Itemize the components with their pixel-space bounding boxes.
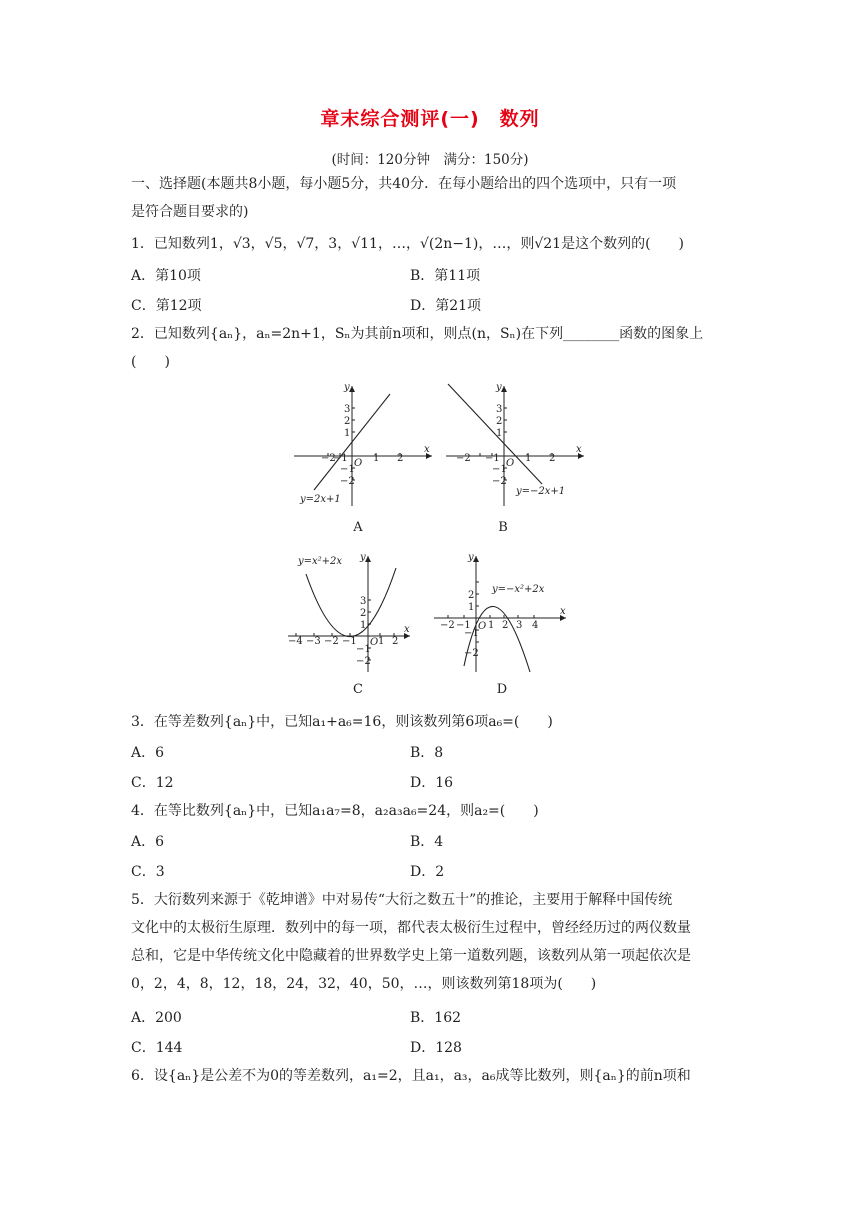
graph-a-caption: A xyxy=(353,520,363,535)
tick-label: −4 xyxy=(288,636,303,647)
q1-option-a: A．第10项 xyxy=(131,268,201,284)
graph-b-equation: y=−2x+1 xyxy=(516,486,566,497)
q5-stem-line1: 5．大衍数列来源于《乾坤谱》中对易传“大衍之数五十”的推论，主要用于解释中国传统 xyxy=(131,892,673,908)
q5-option-c: C．144 xyxy=(131,1040,183,1056)
tick-label: 3 xyxy=(496,404,503,415)
tick-label: 2 xyxy=(468,590,475,601)
tick-label: −2 xyxy=(324,636,339,647)
y-axis-label: y xyxy=(360,552,366,563)
x-axis-label: x xyxy=(560,606,566,617)
origin-label: O xyxy=(354,458,363,469)
tick-label: −2 xyxy=(321,453,336,464)
y-axis-label: y xyxy=(468,552,474,563)
q3-stem: 3．在等差数列{aₙ}中，已知a₁+a₆=16，则该数列第6项a₆=( ) xyxy=(131,714,553,730)
tick-label: −1 xyxy=(333,453,348,464)
graph-c-caption: C xyxy=(353,682,363,697)
tick-label: −2 xyxy=(356,656,371,667)
tick-label: −2 xyxy=(456,453,471,464)
tick-label: −1 xyxy=(342,636,357,647)
tick-label: −1 xyxy=(340,464,355,475)
q3-option-a: A．6 xyxy=(131,745,165,761)
q6-stem: 6．设{aₙ}是公差不为0的等差数列，a₁=2，且a₁，a₃，a₆成等比数列，则{aₙ}的前n项和 xyxy=(131,1068,691,1084)
tick-label: 1 xyxy=(525,453,532,464)
q3-option-d: D．16 xyxy=(410,775,454,791)
tick-label: 3 xyxy=(360,596,367,607)
q1-option-b: B．第11项 xyxy=(410,268,481,284)
page-title: 章末综合测评(一) 数列 xyxy=(320,108,540,130)
x-axis-label: x xyxy=(576,444,582,455)
tick-label: 4 xyxy=(532,620,539,631)
tick-label: 2 xyxy=(502,620,509,631)
tick-label: 2 xyxy=(397,453,404,464)
graph-d-equation: y=−x²+2x xyxy=(492,584,545,595)
tick-label: 2 xyxy=(549,453,556,464)
q3-option-b: B．8 xyxy=(410,745,444,761)
tick-label: −2 xyxy=(440,620,455,631)
tick-label: 1 xyxy=(344,428,351,439)
tick-label: −1 xyxy=(464,628,479,639)
q4-option-a: A．6 xyxy=(131,834,165,850)
graph-a-equation: y=2x+1 xyxy=(300,494,341,505)
tick-label: −2 xyxy=(464,648,479,659)
tick-label: 3 xyxy=(344,404,351,415)
x-axis-label: x xyxy=(404,624,410,635)
q5-option-a: A．200 xyxy=(131,1010,182,1026)
tick-label: 1 xyxy=(378,636,385,647)
origin-label: O xyxy=(478,621,487,632)
tick-label: −2 xyxy=(492,476,507,487)
q5-option-b: B．162 xyxy=(410,1010,462,1026)
tick-label: 1 xyxy=(488,620,495,631)
section-intro-line1: 一、选择题(本题共8小题，每小题5分，共40分．在每小题给出的四个选项中，只有一项 xyxy=(131,176,677,192)
tick-label: −2 xyxy=(340,476,355,487)
page-subtitle: (时间：120分钟 满分：150分) xyxy=(331,152,529,168)
tick-label: −1 xyxy=(356,644,371,655)
tick-label: 1 xyxy=(468,602,475,613)
graph-c xyxy=(284,548,440,676)
tick-label: −3 xyxy=(306,636,321,647)
origin-label: O xyxy=(506,458,515,469)
q4-stem: 4．在等比数列{aₙ}中，已知a₁a₇=8，a₂a₃a₆=24，则a₂=( ) xyxy=(131,803,539,819)
y-axis-label: y xyxy=(496,382,502,393)
parabola-y-x2-plus-2x xyxy=(306,568,396,637)
tick-label: 3 xyxy=(516,620,523,631)
graph-b xyxy=(440,380,590,510)
tick-label: 2 xyxy=(496,416,503,427)
origin-label: O xyxy=(370,637,379,648)
q4-option-b: B．4 xyxy=(410,834,444,850)
section-intro-line2: 是符合题目要求的) xyxy=(131,204,249,220)
q1-stem: 1．已知数列1，√3，√5，√7，3，√11，…，√(2n−1)，…，则√21是这个数列的( ) xyxy=(131,236,685,252)
graph-a xyxy=(288,380,438,510)
parabola-y-neg-x2-plus-2x xyxy=(464,606,530,672)
q4-option-c: C．3 xyxy=(131,864,165,880)
tick-label: 2 xyxy=(360,608,367,619)
x-axis-label: x xyxy=(424,444,430,455)
y-axis-label: y xyxy=(344,382,350,393)
graph-d-caption: D xyxy=(496,682,508,697)
q2-stem-line1: 2．已知数列{aₙ}，aₙ=2n+1，Sₙ为其前n项和，则点(n，Sₙ)在下列________函数的图象上 xyxy=(131,326,704,342)
tick-label: 2 xyxy=(344,416,351,427)
graph-d xyxy=(430,548,570,676)
graph-c-equation: y=x²+2x xyxy=(298,556,343,567)
graph-b-caption: B xyxy=(498,520,508,535)
q5-stem-line4: 0，2，4，8，12，18，24，32，40，50，…，则该数列第18项为( ) xyxy=(131,976,597,992)
q4-option-d: D．2 xyxy=(410,864,445,880)
q1-option-d: D．第21项 xyxy=(410,298,482,314)
tick-label: 1 xyxy=(360,620,367,631)
tick-label: 2 xyxy=(392,636,399,647)
tick-label: −1 xyxy=(456,620,471,631)
q1-option-c: C．第12项 xyxy=(131,298,202,314)
tick-label: 1 xyxy=(496,428,503,439)
tick-label: −1 xyxy=(492,464,507,475)
tick-label: 1 xyxy=(373,453,380,464)
q5-stem-line2: 文化中的太极衍生原理．数列中的每一项，都代表太极衍生过程中，曾经经历过的两仪数量 xyxy=(131,920,691,936)
q5-stem-line3: 总和，它是中华传统文化中隐藏着的世界数学史上第一道数列题，该数列从第一项起依次是 xyxy=(131,948,691,964)
q5-option-d: D．128 xyxy=(410,1040,462,1056)
tick-label: −1 xyxy=(485,453,500,464)
q3-option-c: C．12 xyxy=(131,775,174,791)
q2-stem-line2: ( ) xyxy=(131,354,170,370)
